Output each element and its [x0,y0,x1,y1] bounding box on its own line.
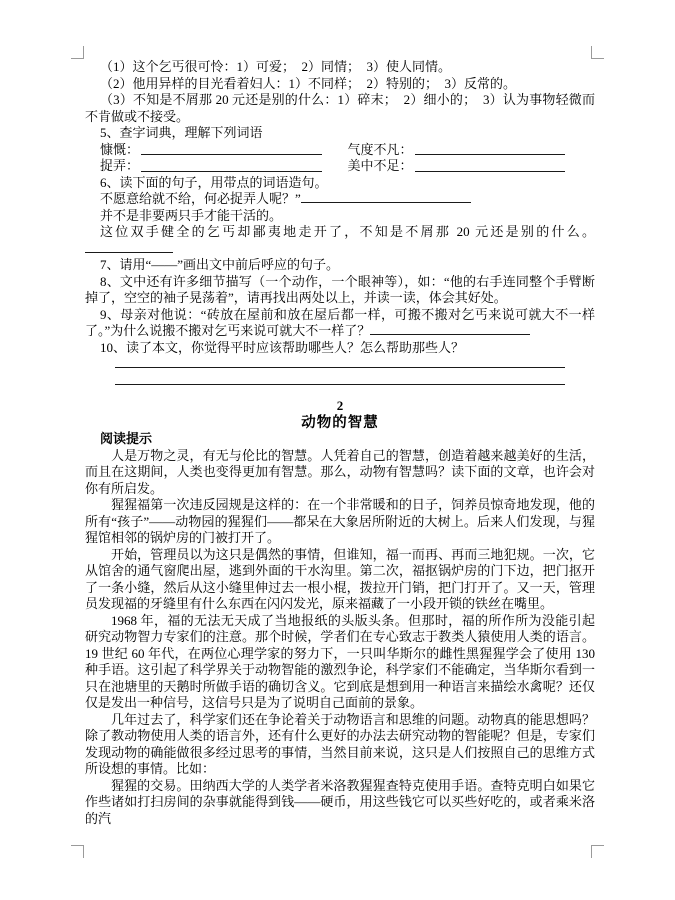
vocab-row-1 [85,142,595,159]
paragraph-1968-news: 1968 年，福的无法无天成了当地报纸的头版头条。但那时，福的所作所为没能引起研究动物智力专家们的注意。那个时候，学者们在专心致志于教类人猿使用人类的语言。19 世纪 60 年代，在两位心理学家的努力下，一只叫华斯尔的雌性黑猩猩学会了使用 130 种手语。这引起了科学界关于动物智能的激烈争论，科学家们不能确定，当华斯尔看到一只在池塘里的天鹅时所做手语的确切含义。它到底是想到用一种语言来描绘水禽呢？还仅仅是发出一种信号，这信号只是为了说明自己面前的景象。 [85,612,595,710]
vocab-label-zhuonong: 捉弄： [100,158,140,173]
fill-in-blank [415,160,565,172]
fill-in-blank [115,356,565,368]
fill-in-blank [85,241,173,253]
margin-crop-mark-bottom-left [71,845,84,858]
vocab-pair [100,142,348,159]
fill-in-blank [141,160,321,172]
question-choice-3: （3）不知是不屑那 20 元还是别的什么：1）碎末； 2）细小的； 3）认为事物轻微而不肯做或不接受。 [85,92,595,124]
question-9 [85,307,595,340]
vocab-pair [348,158,596,175]
vocab-label-qidubufan: 气度不凡： [347,141,413,157]
answer-line-1 [85,356,595,373]
sentence-text: 9、母亲对他说：“砖放在屋前和放在屋后都一样，可搬不搬对乞丐来说可就大不一样了。”为什么说搬不搬对乞丐来说可就大不一样了？ [85,306,595,338]
sentence-text: 不愿意给就不给，何必捉弄人呢？” [100,191,301,206]
vocab-row-2 [85,158,595,175]
margin-crop-mark-bottom-right [591,845,604,858]
sentence-text: 这位双手健全的乞丐却鄙夷地走开了，不知是不屑那 20 元还是别的什么。 [100,224,595,239]
question-6-item-1 [85,191,595,208]
fill-in-blank [370,323,530,335]
vocab-pair [100,158,348,175]
question-8: 8、文中还有许多细节描写（一个动作，一个眼神等），如：“他的右手连同整个手臂断掉了，空空的袖子晃荡着”，请再找出两处以上，并读一读，体会其好处。 [85,273,595,305]
question-choice-1: （1）这个乞丐很可怜：1）可爱； 2）同情； 3）使人同情。 [100,59,452,74]
paragraph-repeat-violations: 开始，管理员以为这只是偶然的事情，但谁知，福一而再、再而三地犯规。一次，它从馆舍的通气窗爬出屋，逃到外面的干水沟里。第二次，福抠锅炉房的门下边，把门抠开了一条小缝，然后从这小缝里伸过去一根小棍，拨拉开门销，把门打开了。又一天，管理员发现福的牙缝里有什么东西在闪闪发光，原来福藏了一小段开锁的铁丝在嘴里。 [85,546,595,611]
question-choice-2: （2）他用异样的目光看着妇人：1）不同样； 2）特别的； 3）反常的。 [100,75,517,91]
question-5-title: 5、查字词典，理解下列词语 [100,125,263,140]
section-title: 动物的智慧 [301,414,379,431]
question-7: 7、请用“——”画出文中前后呼应的句子。 [100,257,340,272]
vocab-label-kangkai: 慷慨： [100,141,140,157]
fill-in-blank [115,373,565,385]
question-10: 10、读了本文，你觉得平时应该帮助哪些人？怎么帮助那些人？ [100,339,465,355]
paragraph-debate: 几年过去了，科学家们还在争论着关于动物语言和思维的问题。动物真的能思想吗？除了教动物使用人类的语言外，还有什么更好的办法去研究动物的智能呢？但是，专家们发现动物的确能做很多经过思考的事情，当然目前来说，这只是人们按照自己的思维方式所设想的事情。比如： [85,711,595,776]
margin-crop-mark-top-right [591,46,604,59]
section-number: 2 [336,398,344,413]
question-6-title: 6、读下面的句子，用带点的词语造句。 [100,174,328,190]
vocab-pair [348,142,596,159]
question-6-item-3 [85,224,595,257]
fill-in-blank [141,143,321,155]
reading-hint-label: 阅读提示 [100,431,153,446]
paragraph-trade: 猩猩的交易。田纳西大学的人类学者米洛教猩猩查特克使用手语。查特克明白如果它作些诸如打扫房间的杂事就能得到钱——硬币，用这些钱它可以买些好吃的，或者乘米洛的汽 [85,777,595,826]
paragraph-first-violation: 猩猩福第一次违反园规是这样的：在一个非常暖和的日子，饲养员惊奇地发现，他的所有“孩子”——动物园的猩猩们——都呆在大象居所附近的大树上。后来人们发现，与猩猩馆相邻的锅炉房的门被打开了。 [85,497,595,545]
page-content [85,59,595,845]
vocab-label-meizhongbuzu: 美中不足： [347,158,413,173]
fill-in-blank [301,191,471,203]
answer-line-2 [85,373,595,390]
question-6-item-2: 并不是非要两只手才能干活的。 [100,207,283,223]
paragraph-intro: 人是万物之灵，有无与伦比的智慧。人凭着自己的智慧，创造着越来越美好的生活，而且在这期间，人类也变得更加有智慧。那么，动物有智慧吗？读下面的文章，也许会对你有所启发。 [85,447,595,496]
margin-crop-mark-top-left [71,46,84,59]
fill-in-blank [415,143,565,155]
